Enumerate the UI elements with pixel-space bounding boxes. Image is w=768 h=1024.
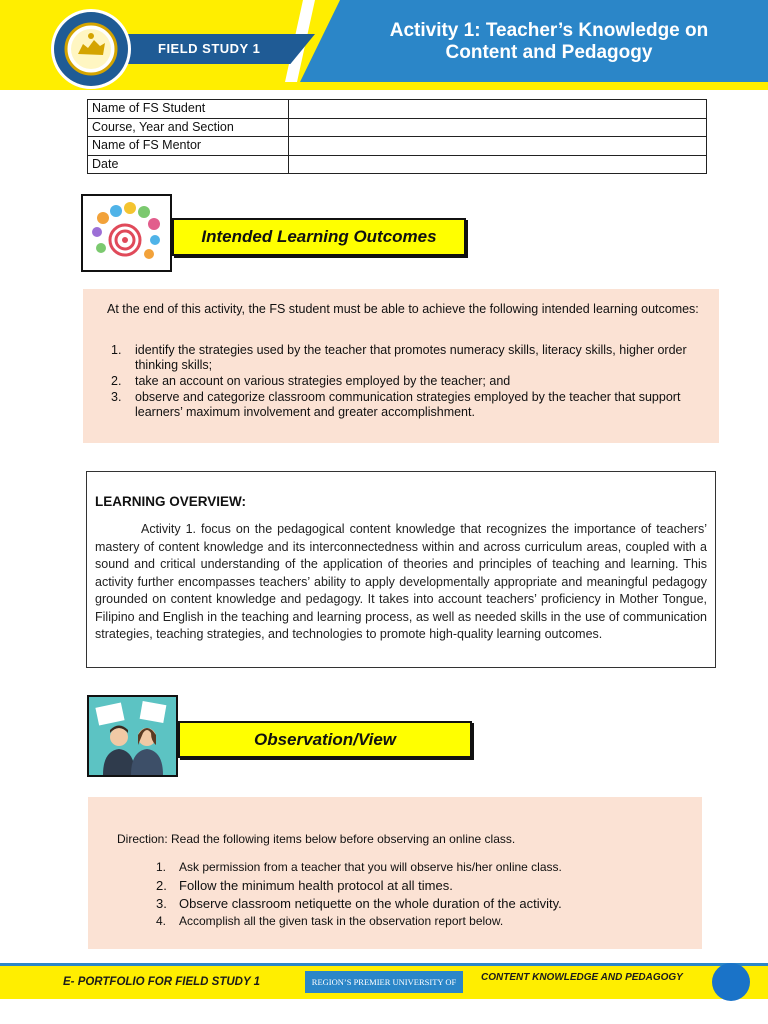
footer-university-label: REGION’S PREMIER UNIVERSITY OF bbox=[311, 977, 457, 987]
list-text: Ask permission from a teacher that you will observe his/her online class. bbox=[179, 860, 562, 874]
list-item bbox=[111, 374, 711, 389]
student-info-table bbox=[87, 99, 707, 174]
info-value-date[interactable] bbox=[289, 155, 707, 174]
info-value-student[interactable] bbox=[289, 100, 707, 119]
ilo-intro: At the end of this activity, the FS student must be able to achieve the following intended learning outcomes: bbox=[107, 302, 699, 316]
field-study-label: FIELD STUDY 1 bbox=[158, 41, 261, 56]
overview-text: Activity 1. focus on the pedagogical content knowledge that recognizes the importance of teachers’ mastery of content knowledge and its interconnectedness within and across curriculum areas, coupled with a sound and critical understanding of the application of theories and principles of teaching and learning. This activity further encompasses teachers’ ability to apply developmentally appropriate and meaningful pedagogy grounded on content knowledge and pedagogy. It takes into account teachers’ proficiency in Mother Tongue, Filipino and English in the teaching and learning process, as well as needed skills in the use of communication strategies, teaching strategies, and technologies to promote high-quality learning outcomes. bbox=[95, 522, 707, 641]
list-number: 2. bbox=[111, 374, 122, 388]
list-text: Follow the minimum health protocol at all times. bbox=[179, 878, 453, 893]
ilo-title: Intended Learning Outcomes bbox=[172, 218, 466, 256]
list-text: Observe classroom netiquette on the whole duration of the activity. bbox=[179, 896, 562, 911]
info-value-mentor[interactable] bbox=[289, 137, 707, 156]
list-number: 4. bbox=[156, 914, 167, 928]
info-label: Name of FS Student bbox=[88, 100, 289, 119]
info-value-course[interactable] bbox=[289, 118, 707, 137]
observation-title: Observation/View bbox=[178, 721, 472, 758]
table-row bbox=[88, 137, 707, 156]
ilo-icon-frame bbox=[81, 194, 172, 272]
observation-list bbox=[156, 859, 696, 931]
page-title-line1: Activity 1: Teacher’s Knowledge on bbox=[389, 20, 709, 41]
list-item bbox=[156, 913, 696, 930]
observation-icon-frame bbox=[87, 695, 178, 777]
page-number-circle bbox=[712, 963, 750, 1001]
info-label: Date bbox=[88, 155, 289, 174]
list-number: 2. bbox=[156, 878, 167, 893]
list-text: take an account on various strategies employed by the teacher; and bbox=[135, 374, 511, 388]
page-title-line2: Content and Pedagogy bbox=[445, 42, 653, 63]
teachers-observing-icon bbox=[89, 697, 176, 775]
ilo-list bbox=[111, 343, 711, 421]
list-number: 3. bbox=[156, 896, 167, 911]
list-item bbox=[156, 859, 696, 876]
list-item bbox=[156, 877, 696, 894]
table-row bbox=[88, 100, 707, 119]
table-row bbox=[88, 118, 707, 137]
list-number: 3. bbox=[111, 390, 122, 404]
overview-heading: LEARNING OVERVIEW: bbox=[95, 494, 247, 509]
list-item bbox=[111, 343, 711, 373]
university-seal-icon bbox=[50, 8, 132, 90]
list-text: Accomplish all the given task in the observation report below. bbox=[179, 914, 504, 928]
footer-portfolio-label: E- PORTFOLIO FOR FIELD STUDY 1 bbox=[63, 976, 261, 988]
info-label: Name of FS Mentor bbox=[88, 137, 289, 156]
list-text: observe and categorize classroom communication strategies employed by the teacher that support learners’ maximum involvement and greater accomplishment. bbox=[135, 390, 681, 419]
learning-target-icon bbox=[83, 196, 170, 270]
table-row bbox=[88, 155, 707, 174]
info-label: Course, Year and Section bbox=[88, 118, 289, 137]
list-number: 1. bbox=[156, 860, 167, 874]
list-number: 1. bbox=[111, 343, 122, 357]
list-item bbox=[111, 390, 711, 420]
page-title bbox=[330, 20, 768, 64]
list-text: identify the strategies used by the teacher that promotes numeracy skills, literacy skills, higher order thinking skills; bbox=[135, 343, 687, 372]
observation-direction: Direction: Read the following items below before observing an online class. bbox=[117, 832, 516, 846]
footer-subject-label: CONTENT KNOWLEDGE AND PEDAGOGY bbox=[481, 972, 683, 983]
list-item bbox=[156, 895, 696, 912]
